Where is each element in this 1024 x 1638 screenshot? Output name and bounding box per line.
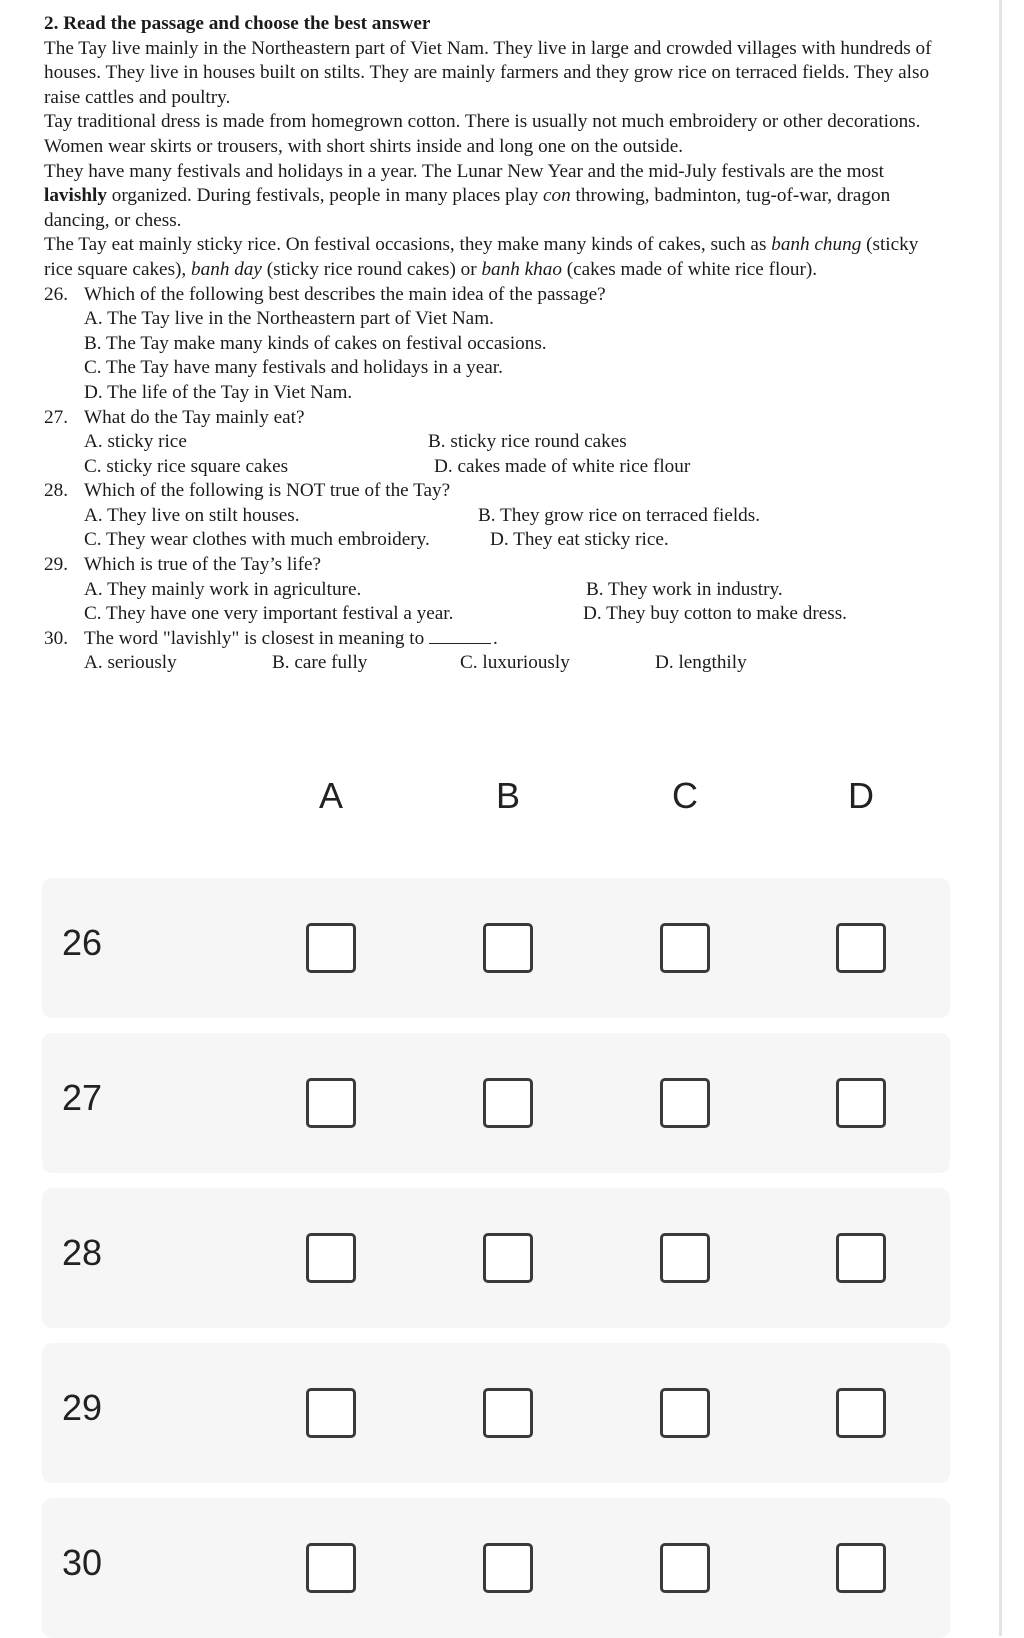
checkbox-29-a[interactable] [306, 1388, 356, 1438]
option: B. They work in industry. [586, 578, 783, 600]
option: B. sticky rice round cakes [428, 431, 627, 453]
checkbox-28-b[interactable] [483, 1233, 533, 1283]
passage-paragraph-4 [44, 233, 944, 282]
option: A. They live on stilt houses. [84, 504, 300, 526]
italic-term: banh khao [481, 258, 562, 280]
question-30 [44, 627, 944, 652]
answer-row-27 [42, 1033, 950, 1173]
option: A. sticky rice [84, 431, 187, 453]
checkbox-28-d[interactable] [836, 1233, 886, 1283]
option: C. luxuriously [460, 652, 570, 674]
answer-blank [429, 627, 491, 644]
question-text-wrap [84, 627, 498, 652]
row-label: 29 [62, 1387, 103, 1428]
answer-row-30 [42, 1498, 950, 1638]
checkbox-30-c[interactable] [660, 1543, 710, 1593]
answer-row-29 [42, 1343, 950, 1483]
option: C. They have one very important festival a year. [84, 603, 454, 625]
options-28 [44, 504, 944, 553]
answer-grid-header [0, 775, 1024, 825]
column-header-b: B [495, 775, 520, 816]
text: The Tay eat mainly sticky rice. On festival occasions, they make many kinds of cakes, such as [44, 234, 772, 256]
text: throwing, badminton, tug-of-war, dragon dancing, or chess. [44, 185, 891, 231]
row-label: 28 [62, 1232, 103, 1273]
option: C. The Tay have many festivals and holidays in a year. [84, 357, 503, 379]
checkbox-28-a[interactable] [306, 1233, 356, 1283]
option: D. They eat sticky rice. [490, 529, 669, 551]
row-label: 27 [62, 1077, 103, 1118]
italic-term: banh chung [771, 234, 862, 256]
checkbox-26-c[interactable] [660, 923, 710, 973]
column-header-c: C [672, 775, 698, 816]
question-number: 28. [44, 480, 68, 502]
option: B. The Tay make many kinds of cakes on festival occasions. [84, 332, 547, 354]
passage-paragraph-2: Tay traditional dress is made from homegrown cotton. There is usually not much embroidery or other decorations. Women wear skirts or trousers, with short shirts inside and long one on the outside. [44, 111, 921, 157]
text: (sticky rice square cakes), [44, 234, 919, 280]
option: D. The life of the Tay in Viet Nam. [84, 381, 353, 403]
option: B. care fully [272, 652, 368, 674]
row-label: 30 [62, 1542, 103, 1583]
question-number: 26. [44, 283, 68, 305]
question-text: Which is true of the Tay’s life? [84, 554, 322, 576]
option: A. seriously [84, 652, 177, 674]
option: A. The Tay live in the Northeastern part of Viet Nam. [84, 308, 494, 330]
question-28 [44, 479, 944, 504]
option: C. sticky rice square cakes [84, 455, 289, 477]
checkbox-26-b[interactable] [483, 923, 533, 973]
checkbox-30-b[interactable] [483, 1543, 533, 1593]
checkbox-27-a[interactable] [306, 1078, 356, 1128]
option: D. They buy cotton to make dress. [583, 603, 847, 625]
passage-paragraph-1: The Tay live mainly in the Northeastern part of Viet Nam. They live in large and crowded villages with hundreds of houses. They live in houses built on stilts. They are mainly farmers and they grow rice on terraced fields. They also raise cattles and poultry. [44, 37, 932, 108]
text: organized. During festivals, people in many places play [106, 185, 543, 207]
question-27 [44, 406, 944, 431]
question-number: 29. [44, 554, 68, 576]
options-27 [44, 430, 944, 479]
checkbox-29-c[interactable] [660, 1388, 710, 1438]
reading-passage [44, 12, 944, 676]
option: B. They grow rice on terraced fields. [478, 504, 761, 526]
options-30 [44, 651, 944, 676]
text: (cakes made of white rice flour). [561, 258, 818, 280]
question-text: Which of the following is NOT true of the Tay? [84, 480, 451, 502]
column-header-a: A [318, 775, 343, 816]
question-text: The word "lavishly" is closest in meaning to [84, 627, 425, 649]
answer-row-26 [42, 878, 950, 1018]
question-29 [44, 553, 944, 578]
checkbox-30-d[interactable] [836, 1543, 886, 1593]
checkbox-26-a[interactable] [306, 923, 356, 973]
option: A. They mainly work in agriculture. [84, 578, 362, 600]
answer-row-28 [42, 1188, 950, 1328]
question-text: Which of the following best describes the main idea of the passage? [84, 283, 606, 305]
question-26 [44, 283, 944, 308]
checkbox-26-d[interactable] [836, 923, 886, 973]
question-text: What do the Tay mainly eat? [84, 406, 305, 428]
text: (sticky rice round cakes) or [261, 258, 482, 280]
option: D. lengthily [655, 652, 747, 674]
checkbox-27-d[interactable] [836, 1078, 886, 1128]
passage-paragraph-3 [44, 160, 944, 234]
options-29 [44, 578, 944, 627]
row-label: 26 [62, 922, 103, 963]
italic-term: banh day [191, 258, 262, 280]
option: C. They wear clothes with much embroidery. [84, 529, 430, 551]
checkbox-29-b[interactable] [483, 1388, 533, 1438]
options-26 [44, 307, 944, 405]
key-word: lavishly [44, 185, 107, 207]
question-number: 30. [44, 627, 68, 649]
checkbox-30-a[interactable] [306, 1543, 356, 1593]
checkbox-28-c[interactable] [660, 1233, 710, 1283]
section-heading: 2. Read the passage and choose the best answer [44, 13, 431, 34]
question-number: 27. [44, 406, 68, 428]
period: . [493, 627, 498, 649]
checkbox-29-d[interactable] [836, 1388, 886, 1438]
option: D. cakes made of white rice flour [434, 455, 691, 477]
text: They have many festivals and holidays in a year. The Lunar New Year and the mid-July festivals are the most [44, 160, 884, 182]
checkbox-27-c[interactable] [660, 1078, 710, 1128]
italic-term: con [542, 185, 571, 207]
checkbox-27-b[interactable] [483, 1078, 533, 1128]
column-header-d: D [848, 775, 874, 816]
